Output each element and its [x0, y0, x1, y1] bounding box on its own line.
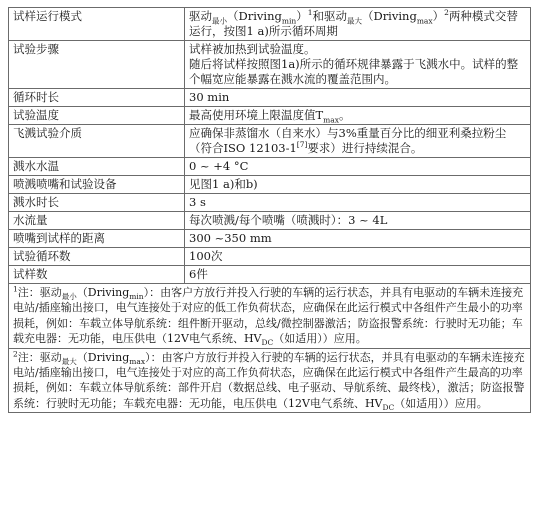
- row-value: 试样被加热到试验温度。 随后将试样按照图1a)所示的循环规律暴露于飞溅水中。试样的整个幅宽应能暴露在溅水流的覆盖范围内。: [185, 41, 531, 89]
- table-note-row: [9, 284, 531, 349]
- row-key: 循环时长: [9, 89, 185, 107]
- footnote-1: $^1$注：驱动$_{最小}$（Driving$_{min}$）：由客户方放行并投入行驶的车辆的运行状态，并具有电驱动的车辆未连接充电站/插座输出接口，电气连接处于对应的低工作负荷状态，应确保在此运行模式中各组件产生最小的功率损耗，例如：车载立体导航系统：组件断开驱动，总线/微控制器激活；防盗报警系统：行驶时无功能；车载充电器：无功能，电压供电（12V电气系统、$HV_{DC}$（如适用））应用。: [9, 284, 531, 349]
- row-key: 喷嘴到试样的距离: [9, 230, 185, 248]
- row-value: 6件: [185, 266, 531, 284]
- row-key: 飞溅试验介质: [9, 125, 185, 158]
- table-note-row: [9, 348, 531, 413]
- row-value: 驱动$_{最小}$（Driving$_{min}$）$^1$和驱动$_{最大}$（Driving$_{max}$）$^2$两种模式交替运行，按图1 a)所示循环周期: [185, 8, 531, 41]
- row-key: 试验步骤: [9, 41, 185, 89]
- row-value: 见图1 a)和b): [185, 176, 531, 194]
- table-row: [9, 89, 531, 107]
- table-row: [9, 230, 531, 248]
- table-row: [9, 194, 531, 212]
- table-row: [9, 41, 531, 89]
- row-key: 溅水时长: [9, 194, 185, 212]
- table-row: [9, 158, 531, 176]
- row-value: 3 s: [185, 194, 531, 212]
- row-value: 应确保非蒸馏水（自来水）与3%重量百分比的细亚利桑拉粉尘（符合ISO 12103-1[7]要求）进行持续混合。: [185, 125, 531, 158]
- row-key: 试样运行模式: [9, 8, 185, 41]
- table-row: [9, 266, 531, 284]
- table-row: [9, 248, 531, 266]
- spec-table-container: [8, 7, 531, 413]
- row-value: 100次: [185, 248, 531, 266]
- footnote-2: $^2$注：驱动$_{最大}$（Driving$_{max}$）：由客户方放行并投入行驶的车辆的运行状态，并具有电驱动的车辆未连接充电站/插座输出接口，电气连接处于对应的高工作负荷状态，应确保在此运行模式中各组件产生最高的功率损耗，例如：车载立体导航系统：部件开启（数据总线、电子驱动、导航系统、最终栈），激活；防盗报警系统：行驶时无功能；车载充电器：无功能，电压供电（12V电气系统、$HV_{DC}$（如适用））应用。: [9, 348, 531, 413]
- row-value: 300 ~350 mm: [185, 230, 531, 248]
- row-key: 试样数: [9, 266, 185, 284]
- row-key: 试验循环数: [9, 248, 185, 266]
- table-row: [9, 107, 531, 125]
- row-key: 溅水水温: [9, 158, 185, 176]
- table-row: [9, 8, 531, 41]
- row-key: 试验温度: [9, 107, 185, 125]
- table-row: [9, 125, 531, 158]
- test-spec-table: [8, 7, 531, 413]
- table-row: [9, 176, 531, 194]
- row-key: 水流量: [9, 212, 185, 230]
- table-row: [9, 212, 531, 230]
- row-value: 每次喷溅/每个喷嘴（喷溅时）：3 ~ 4L: [185, 212, 531, 230]
- row-value: 0 ~ +4 °C: [185, 158, 531, 176]
- row-value: 最高使用环境上限温度值$T_{max}$。: [185, 107, 531, 125]
- row-value: 30 min: [185, 89, 531, 107]
- row-key: 喷溅喷嘴和试验设备: [9, 176, 185, 194]
